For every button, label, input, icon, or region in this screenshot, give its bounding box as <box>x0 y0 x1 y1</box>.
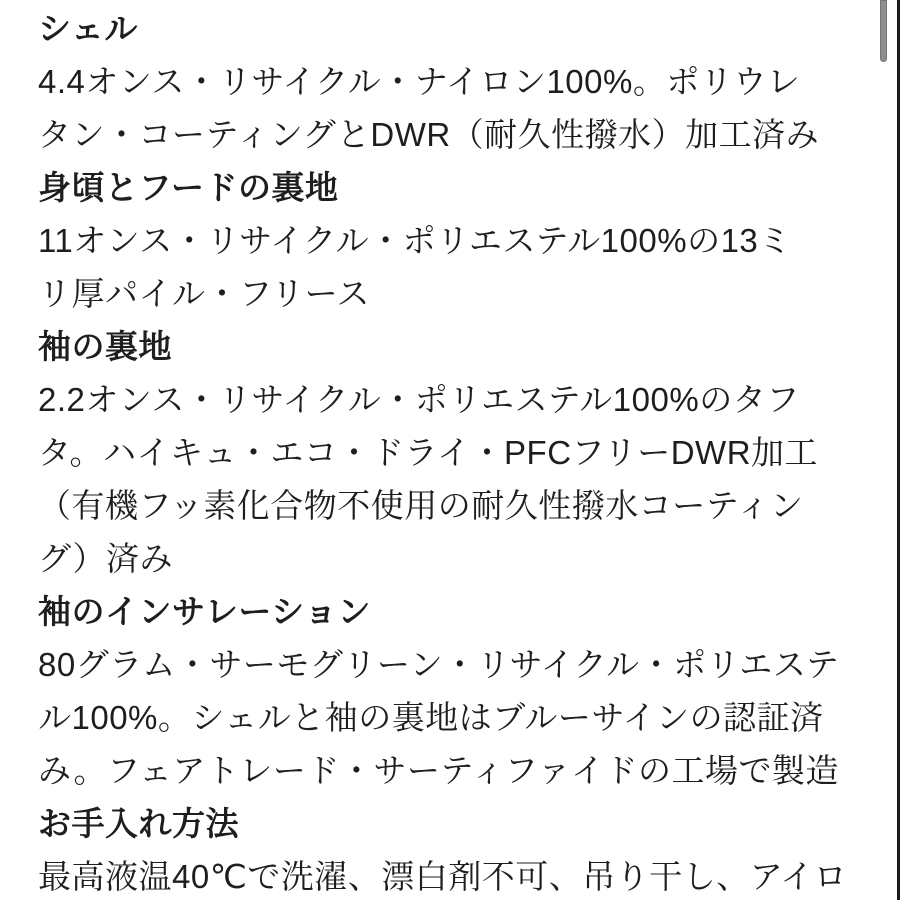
section-heading: シェル <box>38 10 138 47</box>
section-shell <box>38 2 848 161</box>
text-line: 2.2オンス・リサイクル・ポリエステル100%のタフ <box>38 381 800 418</box>
text-line: タン・コーティングとDWR（耐久性撥水）加工済み <box>38 116 820 153</box>
text-line: （有機フッ素化合物不使用の耐久性撥水コーティン <box>38 487 804 524</box>
section-care-instructions <box>38 797 848 900</box>
text-line: リ厚パイル・フリース <box>38 275 371 312</box>
text-line: 11オンス・リサイクル・ポリエステル100%の13ミ <box>38 222 792 259</box>
product-materials-panel <box>38 2 848 900</box>
section-heading: 身頃とフードの裏地 <box>38 169 339 206</box>
section-body-hood-lining <box>38 161 848 320</box>
text-line: ル100%。シェルと袖の裏地はブルーサインの認証済 <box>38 699 824 736</box>
section-sleeve-insulation <box>38 585 848 797</box>
section-heading: お手入れ方法 <box>38 805 239 842</box>
section-heading: 袖の裏地 <box>38 328 172 365</box>
text-line: み。フェアトレード・サーティファイドの工場で製造 <box>38 752 840 789</box>
scrollbar-thumb[interactable] <box>880 0 887 62</box>
scrollbar[interactable] <box>880 0 888 900</box>
section-sleeve-lining <box>38 320 848 585</box>
text-line: 80グラム・サーモグリーン・リサイクル・ポリエステ <box>38 646 840 683</box>
section-heading: 袖のインサレーション <box>38 593 372 630</box>
text-line: グ）済み <box>38 540 173 577</box>
text-line: 4.4オンス・リサイクル・ナイロン100%。ポリウレ <box>38 63 801 100</box>
text-line: タ。ハイキュ・エコ・ドライ・PFCフリーDWR加工 <box>38 434 819 471</box>
text-line: 最高液温40℃で洗濯、漂白剤不可、吊り干し、アイロ <box>38 858 848 895</box>
